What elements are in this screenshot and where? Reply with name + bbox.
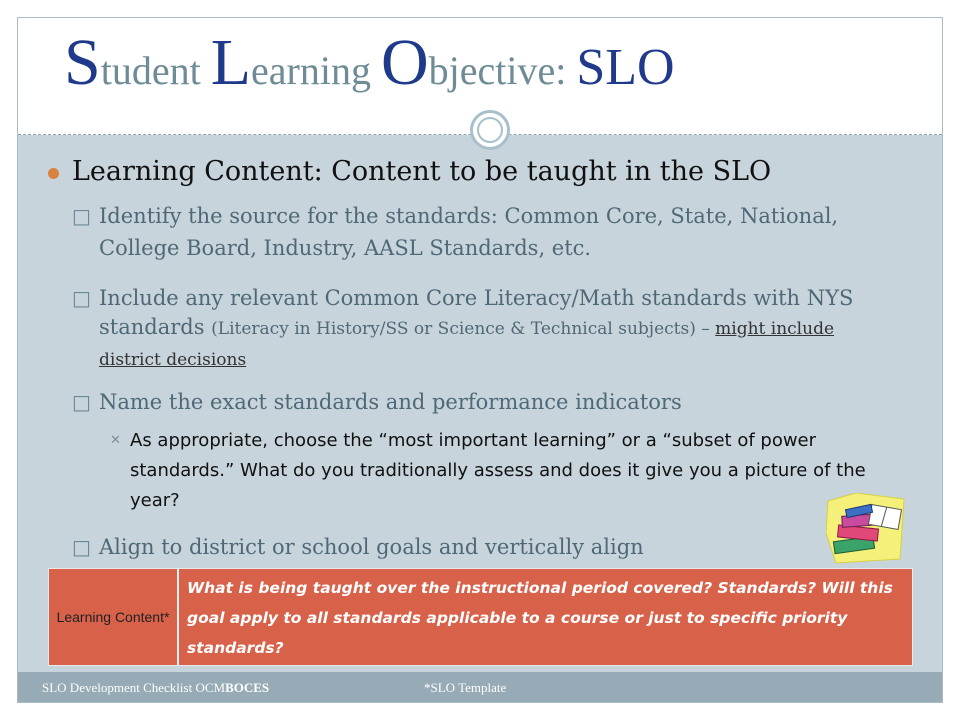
sub-bullet-2-text: Include any relevant Common Core Literacy/Math standards with NYS standards [99,286,854,339]
learning-content-table [48,568,913,666]
title-o: O [380,26,429,99]
footer-left [42,680,269,696]
footer-left-bold: BOCES [225,680,270,695]
title-s: S [64,26,101,99]
title-tudent: tudent [100,48,211,93]
sub-bullet-2-underlined: might include district decisions [99,319,835,370]
sub-bullet-1-text: Identify the source for the standards: Common Core, State, National, College Board, Industry, AASL Standards, etc. [99,204,839,260]
round-bullet-icon [48,168,59,179]
sub-bullet-3-text: Name the exact standards and performance indicators [99,390,682,414]
sub-bullet-1 [72,200,892,264]
slide-title [64,26,675,99]
third-level-text: As appropriate, choose the “most important learning” or a “subset of power standards.” What do you traditionally assess and does it give you a picture of the year? [130,430,866,511]
table-label: Learning Content* [49,569,179,665]
sub-bullet-2-parenthetical: (Literacy in History/SS or Science & Technical subjects) – [211,319,716,339]
double-circle-ornament-icon [470,110,510,150]
footer [18,672,942,702]
books-clipart-icon [826,493,908,565]
square-bullet-icon: □ [72,204,91,228]
sub-bullet-3 [72,386,892,418]
star-bullet-icon: ✕ [110,433,121,448]
square-bullet-icon: □ [72,390,91,414]
title-slo: SLO [576,39,675,96]
table-description: What is being taught over the instructional period covered? Standards? Will this goal apply to all standards applicable to a course or just to specific priority standards? [187,579,893,657]
main-bullet: Learning Content: Content to be taught in the SLO [72,156,772,187]
sub-bullet-2 [72,284,892,375]
square-bullet-icon: □ [72,535,91,559]
title-bjective: bjective: [428,48,577,93]
footer-left-prefix: SLO Development Checklist OCM [42,680,226,695]
title-l: L [210,26,252,99]
title-earning: earning [251,48,381,93]
sub-bullet-4-text: Align to district or school goals and vertically align [99,535,644,559]
square-bullet-icon: □ [72,286,91,310]
sub-bullet-4 [72,531,892,563]
footer-right: *SLO Template [424,680,507,695]
third-level-bullet [110,426,910,516]
